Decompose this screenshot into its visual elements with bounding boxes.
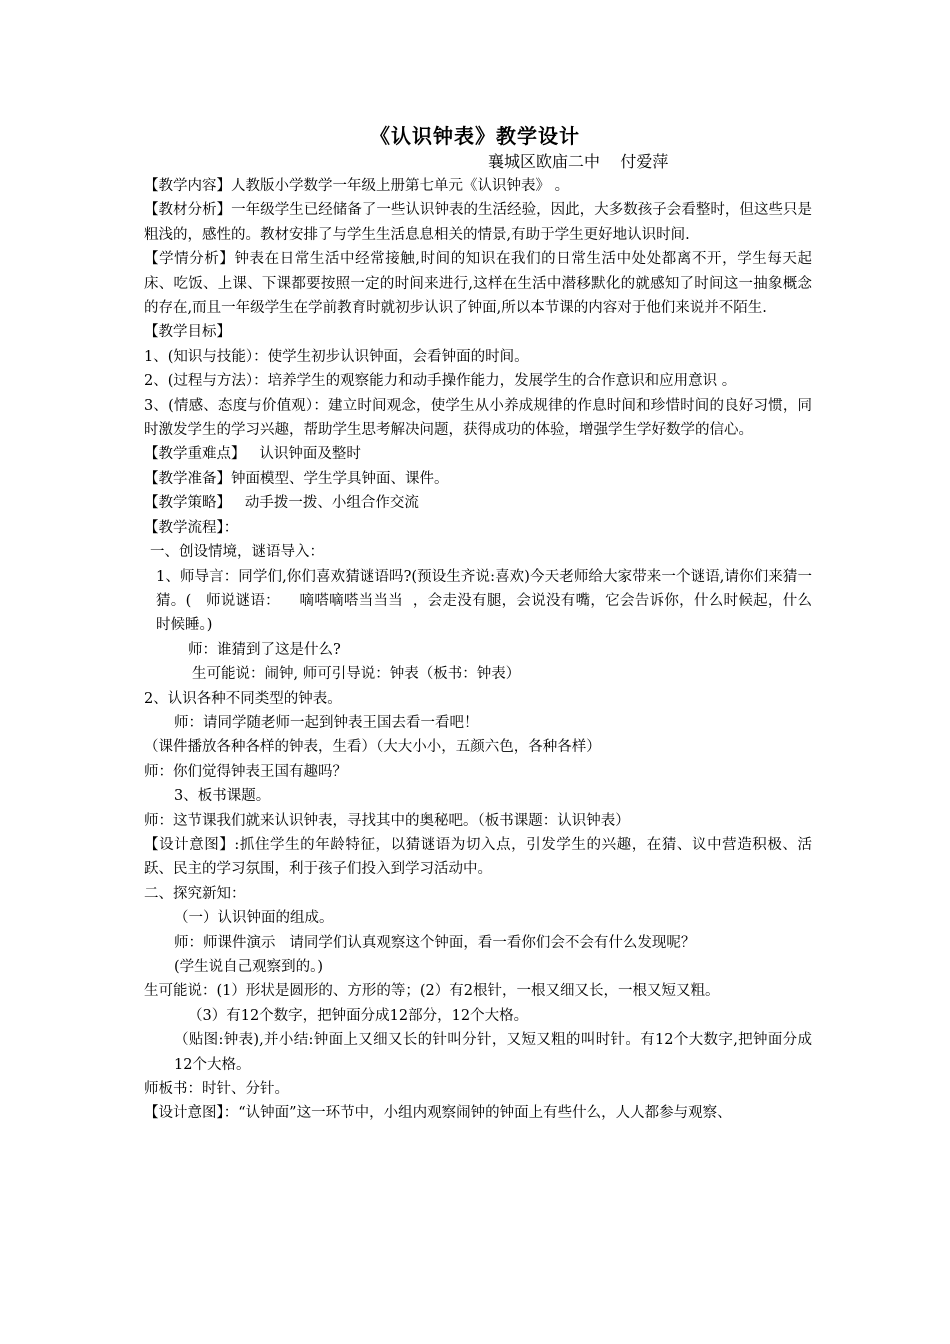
paragraph-student-answer: 生可能说：闹钟, 师可引导说：钟表（板书：钟表） <box>192 666 521 683</box>
document-author: 襄城区欧庙二中 付爱萍 <box>488 152 669 171</box>
paragraph-summary: （贴图:钟表),并小结:钟面上又细又长的针叫分针，又短又粗的叫时针。有12个大数字,把钟面分成12个大格。 <box>174 1032 812 1073</box>
paragraph-preparation: 【教学准备】钟面模型、学生学具钟面、课件。 <box>144 470 449 487</box>
paragraph-teaching-content: 【教学内容】人教版小学数学一年级上册第七单元《认识钟表》 。 <box>144 178 570 194</box>
paragraph-write-title: 3、板书课题。 <box>174 788 271 805</box>
goal-2: 2、(过程与方法）：培养学生的观察能力和动手操作能力，发展学生的合作意识和应用意识 。 <box>144 373 737 390</box>
paragraph-design-intent-2: 【设计意图】：“认钟面”这一环节中，小组内观察闹钟的钟面上有些什么，人人都参与观察、 <box>144 1105 732 1122</box>
section-heading-1: 一、创设情境，谜语导入： <box>150 544 324 561</box>
paragraph-material-analysis: 【教材分析】一年级学生已经储备了一些认识钟表的生活经验，因此，大多数孩子会看整时，但这些只是粗浅的，感性的。教材安排了与学生生活息息相关的情景,有助于学生更好地认识时间. <box>144 202 812 243</box>
heading-teaching-process: 【教学流程】： <box>144 519 239 536</box>
paragraph-riddle-intro: 1、师导言：同学们,你们喜欢猜谜语吗?(预设生齐说:喜欢)今天老师给大家带来一个谜语,请你们来猜一猜。( 师说谜语： 嘀嗒嘀嗒当当当 ，会走没有腿，会说没有嘴，它会告诉你，什么时候起，什么时候睡。) <box>156 568 812 634</box>
paragraph-this-lesson: 师：这节课我们就来认识钟表，寻找其中的奥秘吧。（板书课题：认识钟表） <box>144 812 630 829</box>
paragraph-strategy: 【教学策略】 动手拨一拨、小组合作交流 <box>144 495 419 512</box>
document-title: 《认识钟表》教学设计 <box>370 124 580 148</box>
paragraph-possible-answers: 生可能说：(1）形状是圆形的、方形的等；(2）有2根针，一根又细又长，一根又短又粗。 <box>144 983 720 1000</box>
subsection-heading-1: （一）认识钟面的组成。 <box>174 910 334 927</box>
goal-1: 1、(知识与技能）：使学生初步认识钟面，会看钟面的时间。 <box>144 348 529 365</box>
heading-teaching-goals: 【教学目标】 <box>144 324 231 341</box>
paragraph-clock-types: 2、认识各种不同类型的钟表。 <box>144 690 342 707</box>
paragraph-student-analysis: 【学情分析】钟表在日常生活中经常接触,时间的知识在我们的日常生活中处处都离不开，学生每天起床、吃饭、上课、下课都要按照一定的时间来进行,这样在生活中潜移默化的就感知了时间这一抽象概念的存在,而且一年级学生在学前教育时就初步认识了钟面,所以本节课的内容对于他们来说并不陌生. <box>144 251 812 317</box>
paragraph-twelve-numbers: （3）有12个数字，把钟面分成12部分，12个大格。 <box>188 1007 529 1024</box>
paragraph-key-points: 【教学重难点】 认识钟面及整时 <box>144 446 361 463</box>
paragraph-who-guessed: 师：谁猜到了这是什么? <box>188 641 341 658</box>
goal-3: 3、(情感、态度与价值观）：建立时间观念，使学生从小养成规律的作息时间和珍惜时间的良好习惯，同时激发学生的学习兴趣，帮助学生思考解决问题，获得成功的体验，增强学生学好数学的信心。 <box>144 397 812 439</box>
paragraph-board-writing: 师板书：时针、分针。 <box>144 1081 289 1098</box>
paragraph-courseware: （课件播放各种各样的钟表，生看）（大大小小，五颜六色，各种各样） <box>144 739 601 756</box>
paragraph-clock-kingdom: 师：请同学随老师一起到钟表王国去看一看吧！ <box>174 714 479 731</box>
section-heading-2: 二、探究新知： <box>144 885 246 902</box>
paragraph-design-intent-1: 【设计意图】:抓住学生的年龄特征，以猜谜语为切入点，引发学生的兴趣，在猜、议中营造积极、活跃、民主的学习氛围，利于孩子们投入到学习活动中。 <box>144 836 812 878</box>
paragraph-observe-clock: 师：师课件演示 请同学们认真观察这个钟面，看一看你们会不会有什么发现呢？ <box>174 934 696 951</box>
paragraph-interesting: 师：你们觉得钟表王国有趣吗？ <box>144 763 347 780</box>
paragraph-students-say: (学生说自己观察到的。) <box>174 959 324 975</box>
document-body <box>144 174 812 1126</box>
